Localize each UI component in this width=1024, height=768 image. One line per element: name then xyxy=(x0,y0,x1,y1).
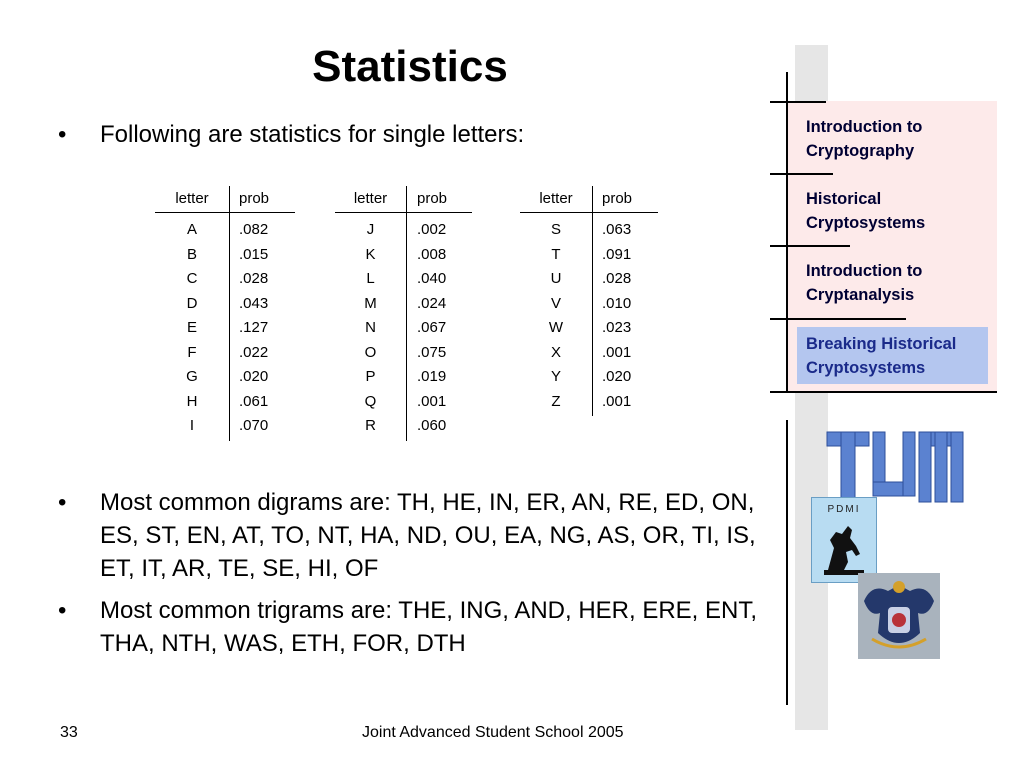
nav-item-intro-cryptanalysis[interactable] xyxy=(806,259,922,307)
letter-cell: S xyxy=(550,221,561,238)
table-body xyxy=(335,218,472,439)
table-row xyxy=(155,292,295,317)
nav-item-intro-cryptography[interactable] xyxy=(806,115,922,163)
table-row xyxy=(335,316,472,341)
table-row xyxy=(335,218,472,243)
nav-item-historical-cryptosystems[interactable] xyxy=(806,187,925,235)
letter-cell: I xyxy=(189,417,195,434)
prob-cell: .061 xyxy=(239,392,269,410)
horse-statue-icon xyxy=(820,518,868,578)
nav-item-line2: Cryptanalysis xyxy=(806,286,915,304)
prob-cell: .028 xyxy=(602,270,632,287)
table-row xyxy=(335,292,472,317)
prob-cell: .015 xyxy=(239,245,269,263)
letter-cell: E xyxy=(186,319,197,336)
letter-cell: O xyxy=(364,343,377,361)
table-divider xyxy=(155,212,295,213)
table-row xyxy=(520,292,658,317)
prob-cell: .019 xyxy=(417,368,447,385)
letter-cell: N xyxy=(365,319,376,336)
table-row xyxy=(520,365,658,390)
nav-item-line2: Cryptosystems xyxy=(806,359,926,377)
coat-of-arms-logo xyxy=(858,573,940,659)
bullet-marker: • xyxy=(58,489,67,516)
letter-cell: Y xyxy=(550,368,561,385)
table-body xyxy=(520,218,658,414)
letter-cell: R xyxy=(365,417,376,434)
bullet-digrams: Most common digrams are: TH, HE, IN, ER, AN, RE, ED, ON, ES, ST, EN, AT, TO, NT, HA, ND, OU, EA, NG, AS, OR, TI, IS, ET, IT, AR, TE, SE, HI, OF xyxy=(100,489,756,582)
table-row xyxy=(155,218,295,243)
bullet-single-letters: Following are statistics for single letters: xyxy=(100,121,525,148)
letter-table-3 xyxy=(520,186,658,416)
prob-cell: .024 xyxy=(417,294,447,312)
letter-cell: V xyxy=(550,294,561,312)
nav-separator xyxy=(770,318,906,320)
bullet-marker: • xyxy=(58,597,67,624)
nav-item-line2: Cryptography xyxy=(806,142,915,160)
pdmi-logo-text: PDMI xyxy=(827,504,861,515)
nav-separator xyxy=(770,101,826,103)
letter-cell: L xyxy=(366,270,375,287)
prob-cell: .001 xyxy=(602,392,632,410)
table-row xyxy=(155,316,295,341)
table-divider xyxy=(335,212,472,213)
prob-cell: .002 xyxy=(417,221,447,238)
prob-cell: .043 xyxy=(239,294,269,312)
letter-cell: Z xyxy=(551,392,561,410)
letter-cell: P xyxy=(365,368,376,385)
nav-item-line1: Introduction to xyxy=(806,118,923,136)
page-number: 33 xyxy=(60,724,78,741)
table-divider xyxy=(520,212,658,213)
prob-cell: .127 xyxy=(239,319,269,336)
prob-cell: .001 xyxy=(417,392,447,410)
prob-cell: .075 xyxy=(417,343,447,361)
pdmi-logo xyxy=(811,497,877,583)
bullet-trigrams: Most common trigrams are: THE, ING, AND, HER, ERE, ENT, THA, NTH, WAS, ETH, FOR, DTH xyxy=(100,597,758,657)
table-row xyxy=(520,316,658,341)
letter-table-1 xyxy=(155,186,295,441)
prob-cell: .028 xyxy=(239,270,269,287)
prob-cell: .010 xyxy=(602,294,632,312)
header-prob: prob xyxy=(417,190,448,207)
letter-cell: U xyxy=(550,270,562,287)
table-row xyxy=(335,390,472,415)
letter-cell: C xyxy=(186,270,198,287)
header-prob: prob xyxy=(602,190,633,207)
tum-logo xyxy=(825,430,965,505)
header-prob: prob xyxy=(239,190,270,207)
table-row xyxy=(155,414,295,439)
prob-cell: .060 xyxy=(417,417,447,434)
letter-cell: W xyxy=(548,319,564,336)
letter-cell: X xyxy=(550,343,561,361)
prob-cell: .020 xyxy=(602,368,632,385)
table-row xyxy=(335,243,472,268)
letter-cell: J xyxy=(366,221,375,238)
prob-cell: .091 xyxy=(602,245,632,263)
letter-cell: A xyxy=(186,221,197,238)
table-row xyxy=(520,341,658,366)
prob-cell: .022 xyxy=(239,343,269,361)
prob-cell: .067 xyxy=(417,319,447,336)
table-row xyxy=(155,365,295,390)
prob-cell: .020 xyxy=(239,368,269,385)
letter-cell: H xyxy=(186,392,198,410)
table-row xyxy=(335,341,472,366)
table-row xyxy=(520,390,658,415)
nav-item-line1: Historical xyxy=(806,190,882,208)
table-row xyxy=(155,341,295,366)
nav-separator xyxy=(770,173,833,175)
nav-separator xyxy=(770,245,850,247)
prob-cell: .023 xyxy=(602,319,632,336)
slide-title: Statistics xyxy=(312,42,508,91)
nav-separator xyxy=(770,391,997,393)
header-letter: letter xyxy=(539,190,573,207)
sidebar-vertical-line-lower xyxy=(786,420,788,705)
prob-cell: .001 xyxy=(602,343,632,361)
letter-cell: B xyxy=(186,245,197,263)
letter-table-2 xyxy=(335,186,472,441)
prob-cell: .040 xyxy=(417,270,447,287)
prob-cell: .063 xyxy=(602,221,632,238)
prob-cell: .082 xyxy=(239,221,269,238)
letter-cell: G xyxy=(186,368,198,385)
table-row xyxy=(520,218,658,243)
nav-item-line1: Introduction to xyxy=(806,262,923,280)
table-row xyxy=(335,267,472,292)
letter-cell: M xyxy=(364,294,377,312)
letter-cell: D xyxy=(186,294,198,312)
nav-item-line1: Breaking Historical xyxy=(806,335,957,353)
prob-cell: .070 xyxy=(239,417,269,434)
table-row xyxy=(520,243,658,268)
letter-cell: F xyxy=(187,343,197,361)
table-row xyxy=(335,414,472,439)
nav-item-breaking-historical[interactable] xyxy=(806,332,956,380)
footer-text: Joint Advanced Student School 2005 xyxy=(362,724,624,741)
letter-cell: K xyxy=(365,245,376,263)
nav-item-line2: Cryptosystems xyxy=(806,214,926,232)
table-row xyxy=(155,267,295,292)
table-body xyxy=(155,218,295,439)
header-letter: letter xyxy=(353,190,388,207)
table-row xyxy=(155,390,295,415)
letter-cell: T xyxy=(551,245,561,263)
letter-cell: Q xyxy=(364,392,377,410)
header-letter: letter xyxy=(175,190,209,207)
prob-cell: .008 xyxy=(417,245,447,263)
table-row xyxy=(155,243,295,268)
sidebar-vertical-line xyxy=(786,72,788,392)
eagle-crest-icon xyxy=(858,573,940,659)
bullet-marker: • xyxy=(58,121,67,148)
table-row xyxy=(335,365,472,390)
tum-logo-graphic xyxy=(825,430,965,505)
table-row xyxy=(520,267,658,292)
